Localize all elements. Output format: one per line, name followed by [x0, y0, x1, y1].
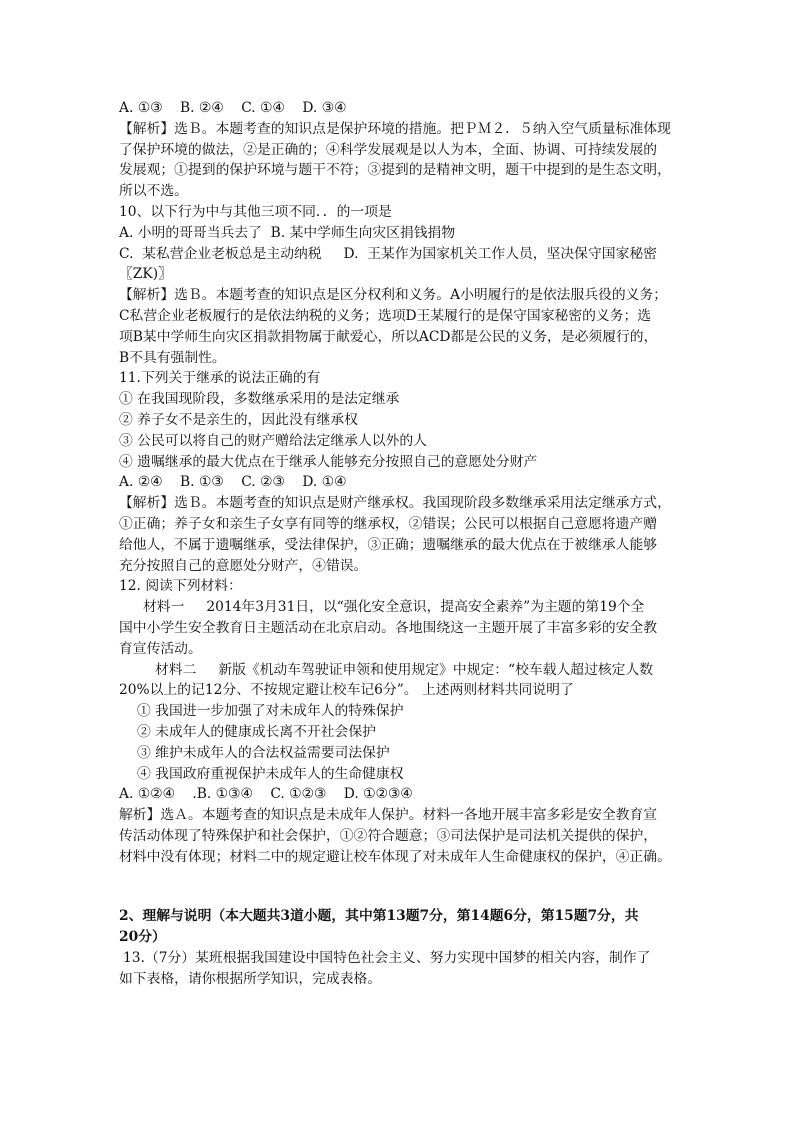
q10-options-cd: C. 某私营企业老板总是主动纳税 D. 王某作为国家机关工作人员，坚决保守国家秘密 [119, 245, 657, 262]
q10-analysis-line: B不具有强制性。 [119, 349, 226, 366]
q9-analysis [119, 119, 689, 202]
q12-analysis [119, 805, 689, 867]
q12-item: ② 未成年人的健康成长离不开社会保护 [137, 723, 376, 740]
q10-marker: 〖ZK)〗 [119, 266, 172, 283]
q12-analysis-line: 传活动体现了特殊保护和社会保护，①②符合题意；③司法保护是司法机关提供的保护， [119, 827, 658, 844]
q12-material-2-line: 材料二 新版《机动车驾驶证申领和使用规定》中规定：“校车载人超过核定人数 [155, 661, 654, 678]
q11-analysis-line: 给他人，不属于遗嘱继承，受法律保护，③正确；遗嘱继承的最大优点在于被继承人能够 [119, 536, 658, 553]
q10-analysis-line: C私营企业老板履行的是依法纳税的义务；选项D王某履行的是保守国家秘密的义务；选 [119, 307, 652, 324]
q12-material-2-line: 20%以上的记12分、不按规定避让校车记6分”。 上述两则材料共同说明了 [119, 682, 574, 699]
q11-stem: 11.下列关于继承的说法正确的有 [119, 370, 321, 387]
q10-analysis-line: 【解析】选Ｂ。本题考查的知识点是区分权利和义务。A小明履行的是依法服兵役的义务； [119, 287, 668, 304]
q11-analysis [119, 493, 689, 576]
page-content [119, 98, 689, 990]
section-spacer [119, 867, 689, 906]
q9-options: A. ①③ B. ②④ C. ①④ D. ③④ [119, 100, 347, 116]
q12-options: A. ①②④ .B. ①③④ C. ①②③ D. ①②③④ [119, 786, 413, 803]
q11-item: ① 在我国现阶段，多数继承采用的是法定继承 [119, 391, 400, 408]
q12-item: ③ 维护未成年人的合法权益需要司法保护 [137, 744, 390, 761]
q12-analysis-line: 材料中没有体现；材料二中的规定避让校车体现了对未成年人生命健康权的保护，④正确。 [119, 848, 671, 865]
q13-stem-line: 如下表格，请你根据所学知识，完成表格。 [119, 970, 382, 987]
q11-analysis-line: 【解析】选Ｂ。本题考查的知识点是财产继承权。我国现阶段多数继承采用法定继承方式， [119, 495, 671, 512]
q11-item: ③ 公民可以将自己的财产赠给法定继承人以外的人 [119, 432, 427, 449]
q12-items [119, 701, 689, 784]
q13-stem-line: 13.（7分）某班根据我国建设中国特色社会主义、努力实现中国梦的相关内容，制作了 [123, 950, 651, 967]
q9-analysis-line: 所以不选。 [119, 183, 188, 200]
section-2-heading-line: 20分） [119, 929, 166, 946]
q12-stem: 12. 阅读下列材料： [119, 578, 242, 595]
q10-analysis [119, 285, 689, 368]
q11-analysis-line: 充分按照自己的意愿处分财产，④错误。 [119, 557, 368, 574]
section-2-heading [119, 906, 689, 948]
q12-material-1-line: 国中小学生安全教育日主题活动在北京启动。各地围绕这一主题开展了丰富多彩的安全教 [119, 619, 658, 636]
q11-item: ④ 遗嘱继承的最大优点在于继承人能够充分按照自己的意愿处分财产 [119, 453, 538, 470]
section-2-heading-line: 2、理解与说明（本大题共3道小题，其中第13题7分，第14题6分，第15题7分，共 [119, 908, 639, 925]
q12-analysis-line: 解析】选Ａ。本题考查的知识点是未成年人保护。材料一各地开展丰富多彩是安全教育宣 [119, 807, 658, 824]
q11-analysis-line: ①正确；养子女和亲生子女享有同等的继承权，②错误；公民可以根据自己意愿将遗产赠 [119, 515, 658, 532]
q10-stem: 10、以下行为中与其他三项不同．．的一项是 [119, 203, 392, 220]
q12-material-1-line: 材料一 2014年3月31日，以“强化安全意识，提高安全素养”为主题的第19个全 [143, 599, 645, 616]
q9-analysis-line: 【解析】选Ｂ。本题考查的知识点是保护环境的措施。把ＰＭ２．５纳入空气质量标准体现 [119, 120, 671, 137]
q12-item: ① 我国进一步加强了对未成年人的特殊保护 [137, 703, 404, 720]
q11-items [119, 389, 689, 472]
q10-options-ab: A. 小明的哥哥当兵去了 B. 某中学师生向灾区捐钱捐物 [119, 224, 456, 241]
q9-analysis-line: 了保护环境的做法，②是正确的；④科学发展观是以人为本，全面、协调、可持续发展的 [119, 141, 658, 158]
q12-material-1-line: 育宣传活动。 [119, 640, 202, 657]
q11-item: ② 养子女不是亲生的，因此没有继承权 [119, 411, 358, 428]
q9-analysis-line: 发展观；①提到的保护环境与题干不符；③提到的是精神文明，题干中提到的是生态文明， [119, 162, 671, 179]
q12-material-2 [119, 660, 689, 702]
q12-item: ④ 我国政府重视保护未成年人的生命健康权 [137, 765, 404, 782]
q12-material-1 [119, 597, 689, 659]
q10-analysis-line: 项B某中学师生向灾区捐款捐物属于献爱心，所以ACD都是公民的义务，是必须履行的， [119, 328, 658, 345]
q11-options: A. ②④ B. ①③ C. ②③ D. ①④ [119, 474, 347, 491]
q13-stem [119, 948, 689, 990]
